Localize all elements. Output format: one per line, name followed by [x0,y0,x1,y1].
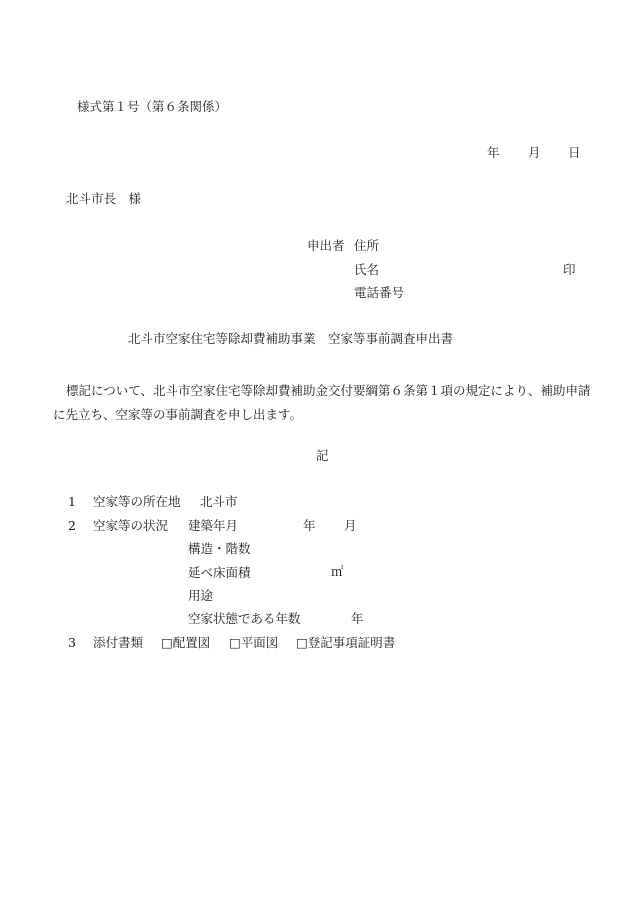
structure-label: 構造・階数 [188,541,251,556]
item3-label: 添付書類 [93,635,144,650]
floor-area-label: 延べ床面積 [188,565,251,580]
item2-label: 空家等の状況 [93,518,169,533]
address-label: 住所 [354,238,380,253]
attachment-floor-plan-checkbox[interactable]: □平面図 [229,635,279,650]
build-month-unit: 月 [344,518,357,533]
build-year-unit: 年 [303,518,316,533]
applicant-label: 申出者 [307,238,345,253]
addressee: 北斗市長 様 [66,191,142,206]
body-paragraph [53,379,593,427]
attachment-layout-plan-checkbox[interactable]: □配置図 [161,635,211,650]
date-month-label: 月 [528,145,541,160]
name-label: 氏名 [354,262,380,277]
body-text: 標記について、北斗市空家住宅等除却費補助金交付要綱第６条第１項の規定により、補助申請に先立ち、空家等の事前調査を申し出ます。 [53,383,591,422]
item1-number: 1 [68,494,76,509]
item2-number: 2 [68,518,76,533]
date-day-label: 日 [568,145,581,160]
floor-area-unit: ㎡ [331,564,344,579]
build-date-label: 建築年月 [188,518,239,533]
document-title: 北斗市空家住宅等除却費補助事業 空家等事前調査申出書 [128,331,454,346]
form-number: 様式第１号（第６条関係） [77,99,228,114]
ki-heading: 記 [316,448,329,463]
usage-label: 用途 [188,588,214,603]
date-year-label: 年 [487,145,500,160]
vacant-years-unit: 年 [351,611,364,626]
seal-mark: 印 [563,262,576,277]
vacant-years-label: 空家状態である年数 [188,611,301,626]
item1-value: 北斗市 [200,494,238,509]
phone-label: 電話番号 [354,285,405,300]
item1-label: 空家等の所在地 [93,494,181,509]
attachment-registry-certificate-checkbox[interactable]: □登記事項証明書 [296,635,396,650]
item3-number: 3 [68,635,76,650]
